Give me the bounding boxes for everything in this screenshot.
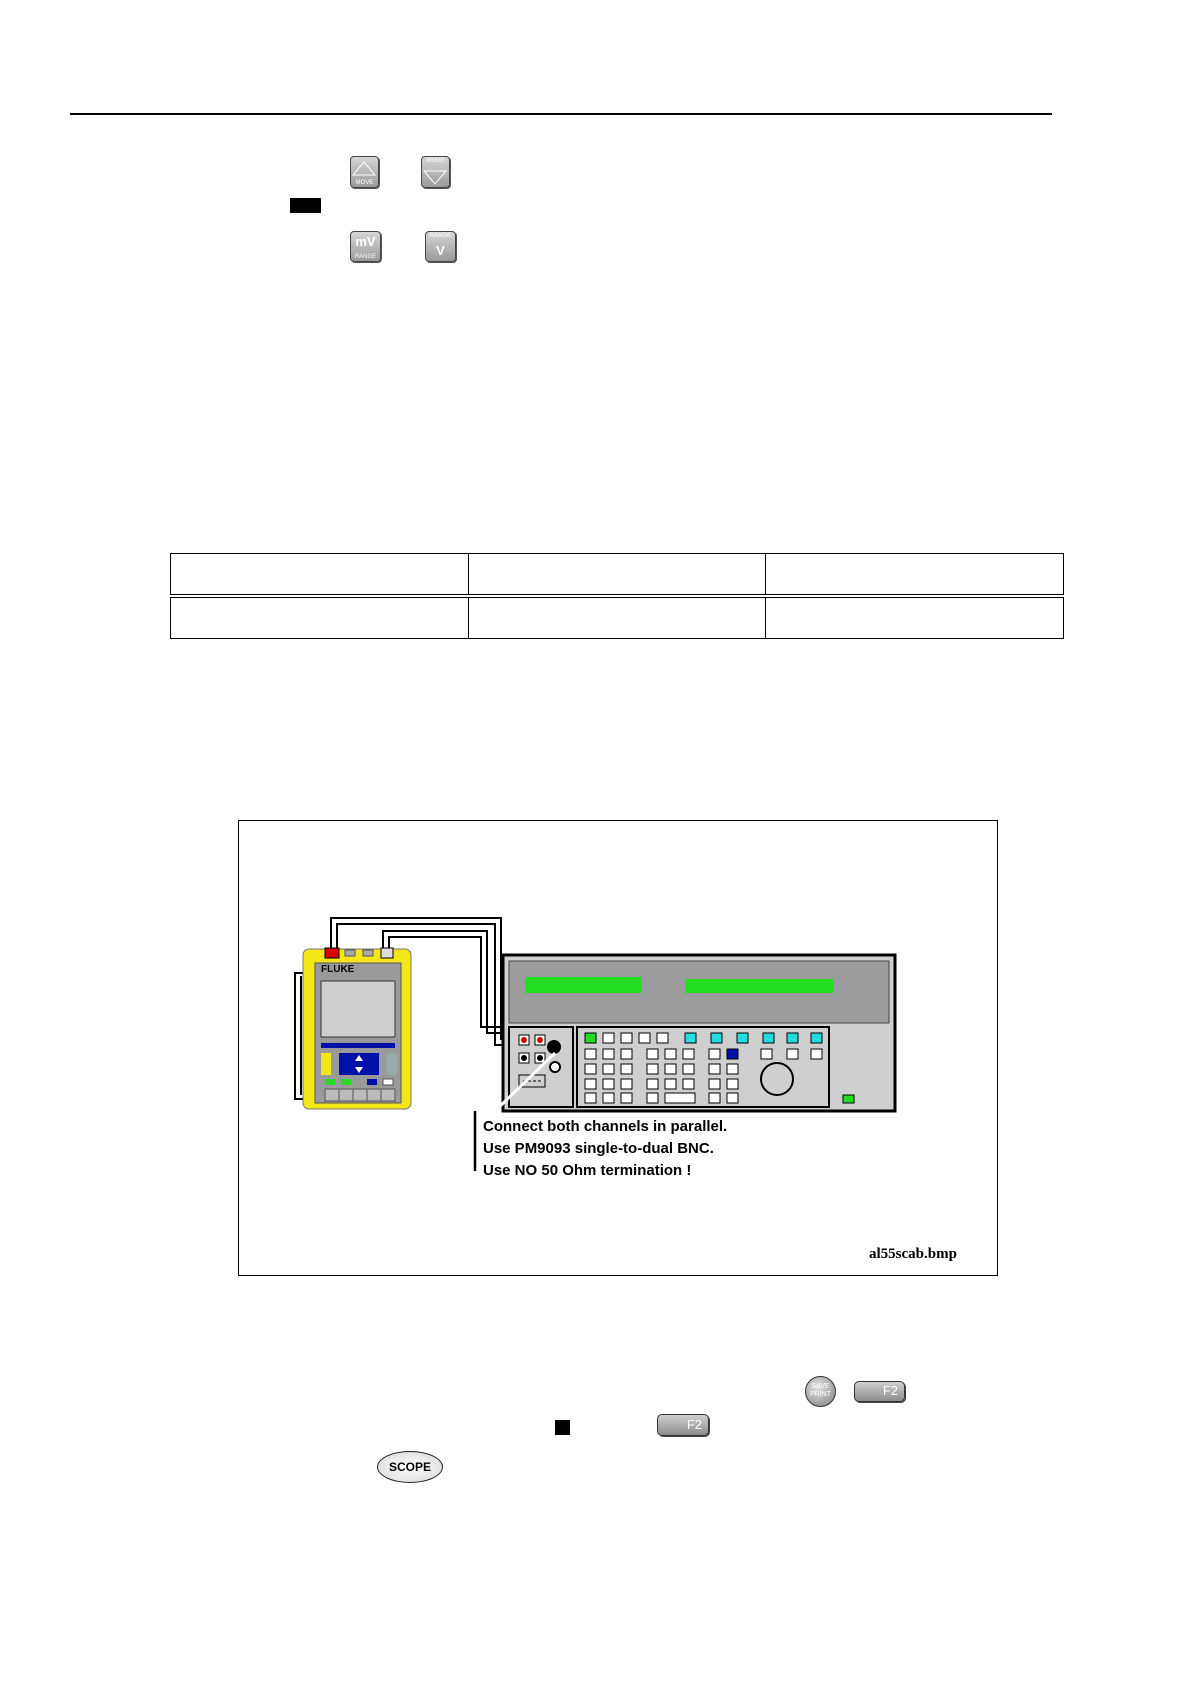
table-header-cell: [171, 554, 469, 597]
save-print-key: [805, 1376, 836, 1407]
range-v-big-label: V: [436, 243, 445, 258]
stop-square-icon: [555, 1420, 570, 1435]
range-mv-small-label: RANGE: [354, 254, 377, 260]
save-print-label: SAVE PRINT: [810, 1383, 831, 1398]
header-rule: [70, 113, 1052, 115]
table-row: [171, 596, 1064, 639]
move-down-label: MOVE: [426, 158, 445, 164]
move-up-key: [350, 156, 379, 188]
table-header-row: [171, 554, 1064, 597]
instruction-line-3: Use NO 50 Ohm termination !: [483, 1162, 692, 1179]
f2-key: [854, 1381, 905, 1402]
connection-diagram: [239, 821, 997, 1275]
f2-key-2: [657, 1414, 709, 1436]
f2-label-2: F2: [686, 1417, 702, 1432]
figure-filename: al55scab.bmp: [869, 1246, 957, 1262]
scope-key: [377, 1451, 443, 1483]
calibrator-instrument: [503, 955, 895, 1111]
f2-label: F2: [882, 1383, 898, 1398]
connection-figure: [238, 820, 998, 1276]
scope-instrument: [303, 948, 411, 1109]
triangle-up-icon: [351, 159, 378, 179]
instruction-line-2: Use PM9093 single-to-dual BNC.: [483, 1140, 714, 1157]
move-up-label: MOVE: [355, 180, 374, 186]
triangle-down-icon: [422, 167, 449, 187]
instruction-line-1: Connect both channels in parallel.: [483, 1118, 728, 1135]
scope-brand-label: FLUKE: [321, 964, 355, 975]
range-mv-key: [350, 231, 381, 262]
table-header-cell: [468, 554, 766, 597]
measurement-table: [170, 553, 1064, 639]
highlight-marker: [290, 198, 321, 213]
table-cell: [468, 596, 766, 639]
range-v-small-label: RANGE: [429, 233, 452, 239]
table-cell: [766, 596, 1064, 639]
range-v-key: [425, 231, 456, 262]
scope-label: SCOPE: [388, 1460, 431, 1474]
table-cell: [171, 596, 469, 639]
range-mv-big-label: mV: [355, 234, 376, 249]
move-down-key: [421, 156, 450, 188]
table-header-cell: [766, 554, 1064, 597]
